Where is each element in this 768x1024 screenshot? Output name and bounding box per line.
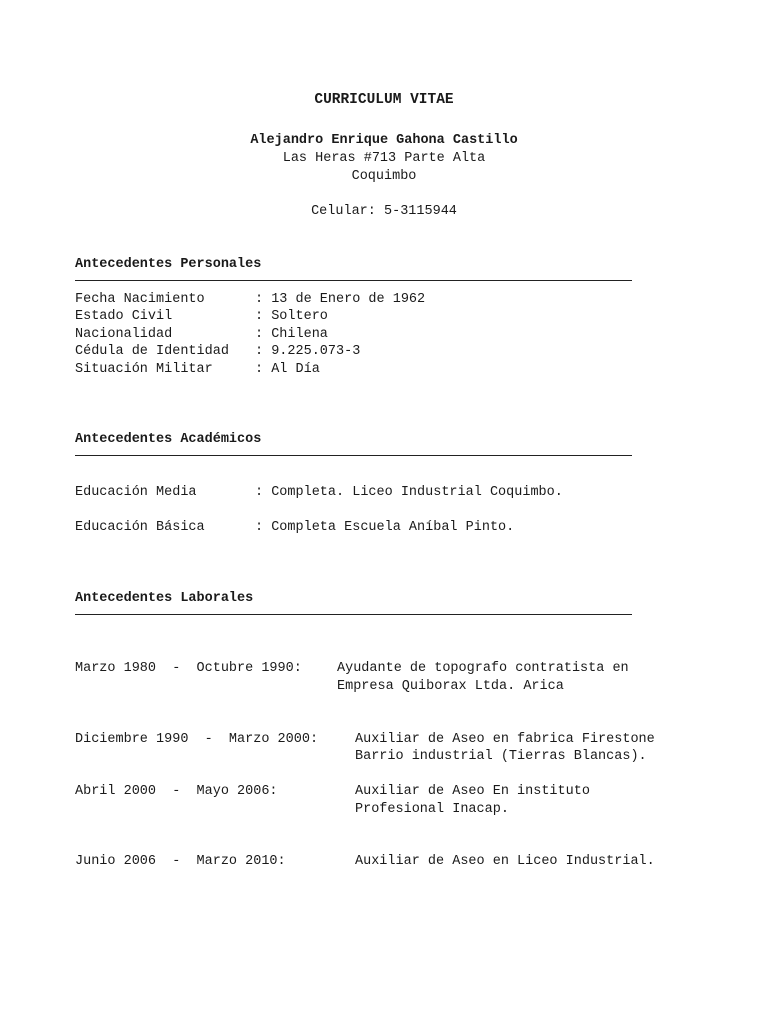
section-heading-work: Antecedentes Laborales — [75, 591, 254, 606]
job-description-1-line1: Ayudante de topografo contratista en — [337, 661, 629, 676]
phone-line: Celular: 5-3115944 — [311, 204, 457, 219]
full-name: Alejandro Enrique Gahona Castillo — [250, 133, 518, 148]
job-description-3-line2: Profesional Inacap. — [355, 802, 509, 817]
academic-value-primary: : Completa Escuela Aníbal Pinto. — [255, 520, 515, 535]
job-description-2-line2: Barrio industrial (Tierras Blancas). — [355, 749, 647, 764]
personal-label-nationality: Nacionalidad — [75, 327, 173, 342]
job-description-3-line1: Auxiliar de Aseo En instituto — [355, 784, 590, 799]
job-description-4-line1: Auxiliar de Aseo en Liceo Industrial. — [355, 854, 655, 869]
personal-value-nationality: : Chilena — [255, 327, 328, 342]
personal-label-military: Situación Militar — [75, 362, 213, 377]
section-divider-academic — [75, 455, 632, 456]
job-period-3: Abril 2000 - Mayo 2006: — [75, 784, 278, 799]
academic-label-primary: Educación Básica — [75, 520, 205, 535]
section-divider-personal — [75, 280, 632, 281]
personal-label-id: Cédula de Identidad — [75, 344, 229, 359]
academic-label-secondary: Educación Media — [75, 485, 197, 500]
job-description-2-line1: Auxiliar de Aseo en fabrica Firestone — [355, 732, 655, 747]
job-description-1-line2: Empresa Quiborax Ltda. Arica — [337, 679, 564, 694]
personal-label-civil-status: Estado Civil — [75, 309, 173, 324]
personal-value-id: : 9.225.073-3 — [255, 344, 361, 359]
personal-label-birthdate: Fecha Nacimiento — [75, 292, 205, 307]
personal-value-civil-status: : Soltero — [255, 309, 328, 324]
document-title: CURRICULUM VITAE — [314, 92, 454, 108]
section-heading-academic: Antecedentes Académicos — [75, 432, 262, 447]
section-heading-personal: Antecedentes Personales — [75, 257, 262, 272]
address-line: Las Heras #713 Parte Alta — [282, 151, 486, 166]
personal-value-birthdate: : 13 de Enero de 1962 — [255, 292, 426, 307]
academic-value-secondary: : Completa. Liceo Industrial Coquimbo. — [255, 485, 563, 500]
job-period-4: Junio 2006 - Marzo 2010: — [75, 854, 286, 869]
section-divider-work — [75, 614, 632, 615]
city-line: Coquimbo — [351, 169, 417, 184]
job-period-2: Diciembre 1990 - Marzo 2000: — [75, 732, 319, 747]
personal-value-military: : Al Día — [255, 362, 320, 377]
job-period-1: Marzo 1980 - Octubre 1990: — [75, 661, 302, 676]
